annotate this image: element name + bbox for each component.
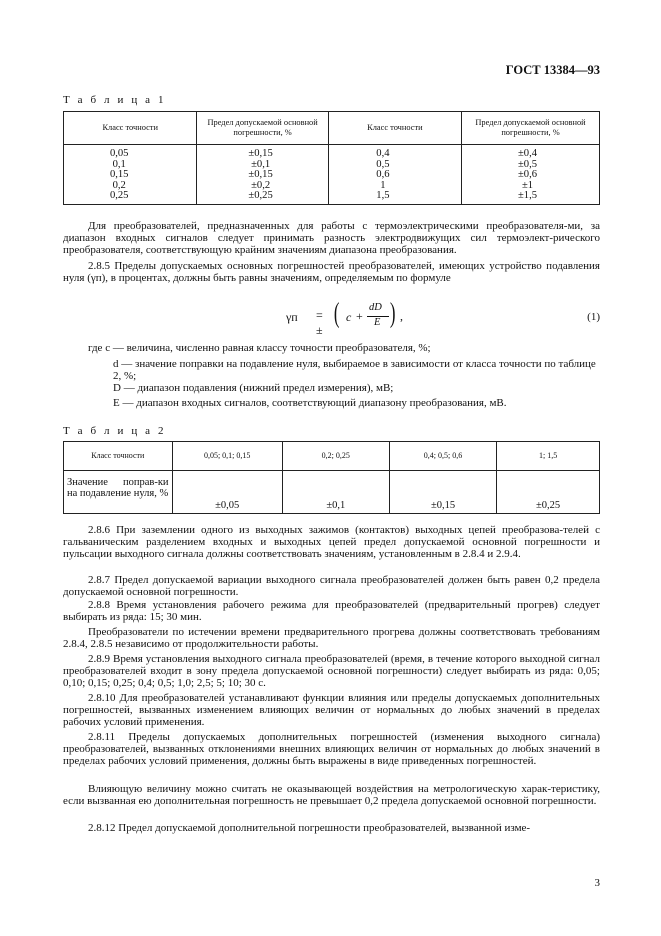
- standard-header: ГОСТ 13384—93: [505, 63, 600, 77]
- table1-cell: 1: [380, 179, 386, 191]
- formula-comma: ,: [400, 309, 403, 323]
- table1-cell: 0,05: [109, 148, 129, 159]
- table1-cell: ±0,25: [248, 190, 273, 202]
- table2-header-group2: 0,2; 0,25: [282, 442, 389, 471]
- table1-header-class: Класс точности: [64, 112, 197, 145]
- paragraph-2-8-11-b: Влияющую величину можно считать не оказывающей воздействия на метрологическую харак-теристику, если вызванная ею дополнительная погрешность не превышает 0,2 предела допускаемой основной погрешности.: [63, 783, 600, 808]
- paragraph-2-8-12: 2.8.12 Предел допускаемой дополнительной погрешности преобразователей, вызванной изме-: [88, 822, 531, 834]
- paragraph-2-8-6: 2.8.6 При заземлении одного из выходных зажимов (контактов) выходных цепей преобразова-телей с гальваническим разделением входных и выходных цепей предел допускаемой основной погрешности и пульсации выходного сигнала должны соответствовать значениям, установленным в 2.8.4 и 2.9.4.: [63, 524, 600, 561]
- formula-plus: +: [356, 309, 363, 323]
- paragraph-2-8-8-b: Преобразователи по истечении времени предварительного прогрева должны соответствовать требованиям 2.8.4, 2.8.5 независимо от продолжительности работы.: [63, 626, 600, 651]
- table1-col-limit: [197, 145, 328, 205]
- table1-cell: ±0,2: [251, 179, 271, 191]
- table2: [63, 441, 600, 514]
- table2-cell: ±0,05: [172, 471, 282, 514]
- table1-cell: 0,25: [109, 190, 129, 202]
- formula-c: c: [346, 310, 352, 324]
- paragraph-input-range: Для преобразователей, предназначенных для работы с термоэлектрическими преобразователя-ми, за диапазон входных сигналов следует принимать разность электродвижущих сил термоэлект-рического преобразователя, соответствующую крайним значениям диапазона преобразования.: [63, 220, 600, 257]
- table1-cell: ±0,5: [517, 158, 538, 170]
- table1-cell: ±0,15: [248, 148, 273, 159]
- table1: [63, 111, 600, 205]
- table1-cell: 0,15: [109, 169, 129, 181]
- where-d: [113, 358, 600, 382]
- table1-cell: 0,4: [376, 148, 390, 159]
- table1-caption: Т а б л и ц а 1: [63, 94, 167, 106]
- table1-cell: 0,5: [376, 158, 390, 170]
- table2-header-group1: 0,05; 0,1; 0,15: [172, 442, 282, 471]
- paragraph-2-8-10: 2.8.10 Для преобразователей устанавливают функции влияния или пределы допускаемых дополнительных погрешностей, вызванных изменением влияющих величин от нормальных до любых значений в пределах рабочих условий применения.: [63, 692, 600, 729]
- where-D: D — диапазон подавления (нижний предел измерения), мВ;: [113, 382, 394, 394]
- where-d-text: d — значение поправки на подавление нуля, выбираемое в зависимости от класса точности по таблице 2, %;: [113, 358, 596, 383]
- table1-header-limit: Предел допускаемой основной погрешности, %: [197, 112, 328, 145]
- table2-row-label: Значение поправ-ки на подавление нуля, %: [64, 471, 173, 514]
- table1-cell: 0,6: [376, 169, 390, 181]
- formula-left-paren: (: [333, 298, 340, 329]
- equation-number: (1): [587, 311, 600, 323]
- formula-right-paren: ): [389, 298, 396, 329]
- formula-denominator: E: [374, 317, 381, 328]
- table1-cell: ±0,6: [517, 169, 538, 181]
- table1-col-class-2: [328, 145, 461, 205]
- table1-cell: ±1,5: [517, 190, 538, 202]
- table2-header-class: Класс точности: [64, 442, 173, 471]
- table1-header-limit-2: Предел допускаемой основной погрешности, %: [462, 112, 600, 145]
- paragraph-2-8-5: 2.8.5 Пределы допускаемых основных погрешностей преобразователей, имеющих устройство подавления нуля (γп), в процентах, должны быть равны значениям, определяемым по формуле: [63, 260, 600, 285]
- table1-cell: 0,2: [112, 179, 126, 191]
- table2-cell: ±0,15: [389, 471, 496, 514]
- page-number: 3: [594, 877, 600, 889]
- table1-col-limit-2: [462, 145, 600, 205]
- formula-equals: = ±: [316, 308, 323, 337]
- table1-cell: ±1: [521, 179, 534, 191]
- formula-lhs: γп: [286, 310, 298, 324]
- paragraph-2-8-8: 2.8.8 Время установления рабочего режима для преобразователей (предварительный прогрев) следует выбирать из ряда: 15; 30 мин.: [63, 599, 600, 624]
- paragraph-2-8-7: 2.8.7 Предел допускаемой вариации выходного сигнала преобразователей должен быть равен 0,2 предела допускаемой основной погрешности.: [63, 574, 600, 599]
- where-c: где c — величина, численно равная классу точности преобразователя, %;: [88, 342, 431, 354]
- table1-cell: ±0,4: [517, 148, 538, 159]
- table1-cell: 1,5: [376, 190, 390, 202]
- where-E: E — диапазон входных сигналов, соответствующий диапазону преобразования, мВ.: [113, 397, 507, 409]
- table2-caption: Т а б л и ц а 2: [63, 425, 167, 437]
- table2-cell: ±0,25: [497, 471, 600, 514]
- table1-header-class-2: Класс точности: [328, 112, 461, 145]
- formula-numerator: dD: [369, 302, 382, 313]
- table1-cell: 0,1: [112, 158, 126, 170]
- table2-cell: ±0,1: [282, 471, 389, 514]
- paragraph-2-8-9: 2.8.9 Время установления выходного сигнала преобразователей (время, в течение которого выходной сигнал преобразователей входит в зону предела допускаемой основной погрешности) следует выбирать из ряда: 0,05; 0,10; 0,15; 0,25; 0,4; 0,5; 1,0; 2,5; 5; 10; 30 с.: [63, 653, 600, 690]
- table2-header-group4: 1; 1,5: [497, 442, 600, 471]
- table1-cell: ±0,1: [251, 158, 271, 170]
- table2-header-group3: 0,4; 0,5; 0,6: [389, 442, 496, 471]
- paragraph-2-8-11: 2.8.11 Пределы допускаемых дополнительных погрешностей (изменения выходного сигнала) преобразователей, вызванных отклонениями внешних влияющих величин от нормальных до любых значений в пределах рабочих условий применения, должны быть выражены в виде приведенных погрешностей.: [63, 731, 600, 768]
- table1-cell: ±0,15: [248, 169, 273, 181]
- table1-col-class: [64, 145, 197, 205]
